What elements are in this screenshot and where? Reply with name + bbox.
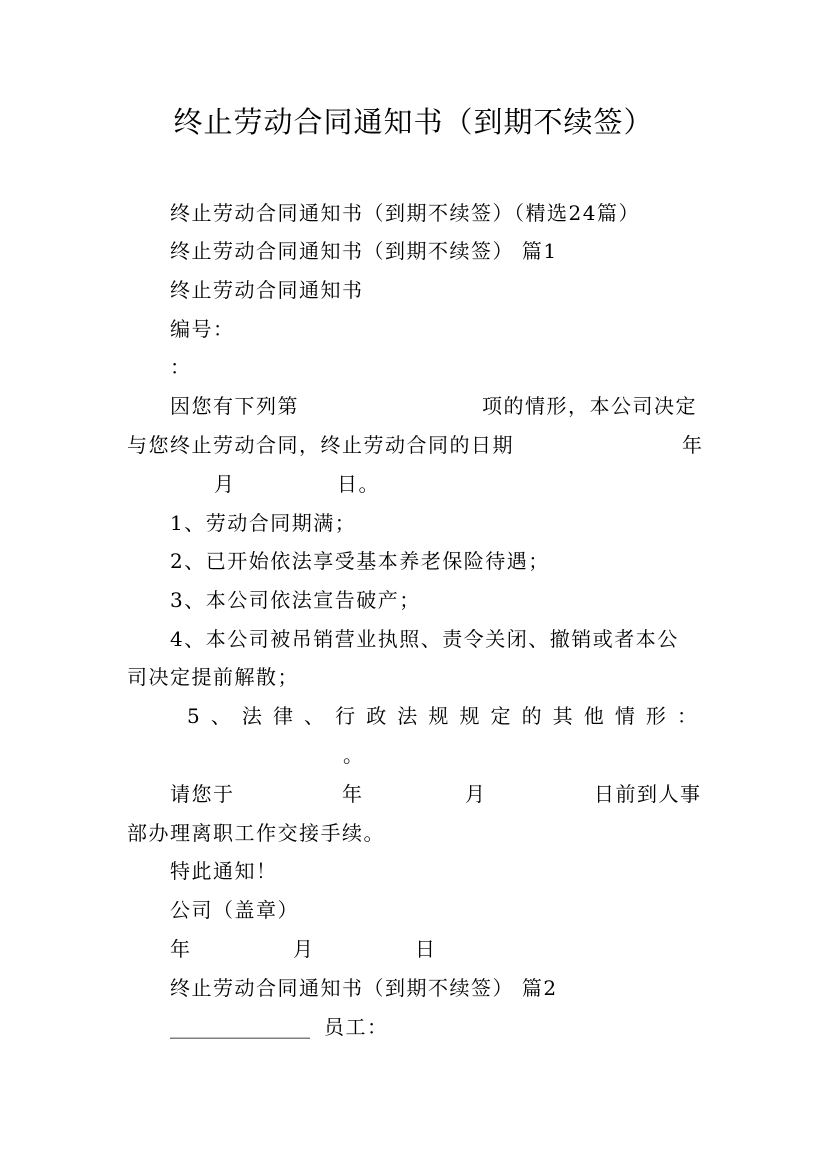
item-1: 1、劳动合同期满； xyxy=(170,511,357,535)
part2-heading: 终止劳动合同通知书（到期不续签） 篇2 xyxy=(170,976,558,1000)
item5-char: ： xyxy=(676,704,697,728)
item-4-cont: 司决定提前解散； xyxy=(127,665,299,689)
date-year: 年 xyxy=(170,937,192,961)
item5-char: 法 xyxy=(241,704,262,728)
employee-label: 员工： xyxy=(324,1015,389,1039)
item5-char: 形 xyxy=(645,704,666,728)
item5-char: 定 xyxy=(490,704,511,728)
item-5 xyxy=(187,703,697,729)
handover-prefix: 请您于 xyxy=(170,782,235,806)
item5-char: 规 xyxy=(459,704,480,728)
item5-char: 行 xyxy=(335,704,356,728)
date-day: 日 xyxy=(415,937,437,961)
item5-char: 的 xyxy=(521,704,542,728)
handover-line2: 部办理离职工作交接手续。 xyxy=(127,821,385,845)
item-5-end: 。 xyxy=(343,743,365,767)
company-seal: 公司（盖章） xyxy=(170,898,299,922)
item5-char: 律 xyxy=(272,704,293,728)
item5-char: 5 xyxy=(187,704,200,728)
item5-char: 法 xyxy=(397,704,418,728)
reason-line1-left: 因您有下列第 xyxy=(170,394,299,418)
item-4: 4、本公司被吊销营业执照、责令关闭、撤销或者本公 xyxy=(170,627,679,651)
reason-day: 日。 xyxy=(337,472,380,496)
date-month: 月 xyxy=(293,937,315,961)
reason-line1-right: 项的情形，本公司决定 xyxy=(482,394,697,418)
reason-month: 月 xyxy=(214,472,236,496)
item5-char: 政 xyxy=(366,704,387,728)
item5-char: 其 xyxy=(552,704,573,728)
part1-heading: 终止劳动合同通知书（到期不续签） 篇1 xyxy=(170,239,558,263)
number-label: 编号： xyxy=(170,317,235,341)
item5-char: 情 xyxy=(614,704,635,728)
item-2: 2、已开始依法享受基本养老保险待遇； xyxy=(170,549,550,573)
handover-year: 年 xyxy=(342,782,364,806)
item5-char: 他 xyxy=(583,704,604,728)
item5-char: 、 xyxy=(210,704,231,728)
employee-blank: ______________ xyxy=(170,1015,310,1039)
colon-line: ： xyxy=(170,355,192,379)
item5-char: 、 xyxy=(304,704,325,728)
item5-char: 规 xyxy=(428,704,449,728)
handover-suffix: 日前到人事 xyxy=(594,782,702,806)
document-title: 终止劳动合同通知书（到期不续签） xyxy=(173,105,654,139)
reason-year: 年 xyxy=(682,433,704,457)
subtitle: 终止劳动合同通知书（到期不续签）（精选24篇） xyxy=(170,201,640,225)
closing: 特此通知！ xyxy=(170,859,278,883)
notice-title: 终止劳动合同通知书 xyxy=(170,278,364,302)
reason-line2-left: 与您终止劳动合同，终止劳动合同的日期 xyxy=(127,433,514,457)
handover-month: 月 xyxy=(465,782,487,806)
item-3: 3、本公司依法宣告破产； xyxy=(170,588,421,612)
